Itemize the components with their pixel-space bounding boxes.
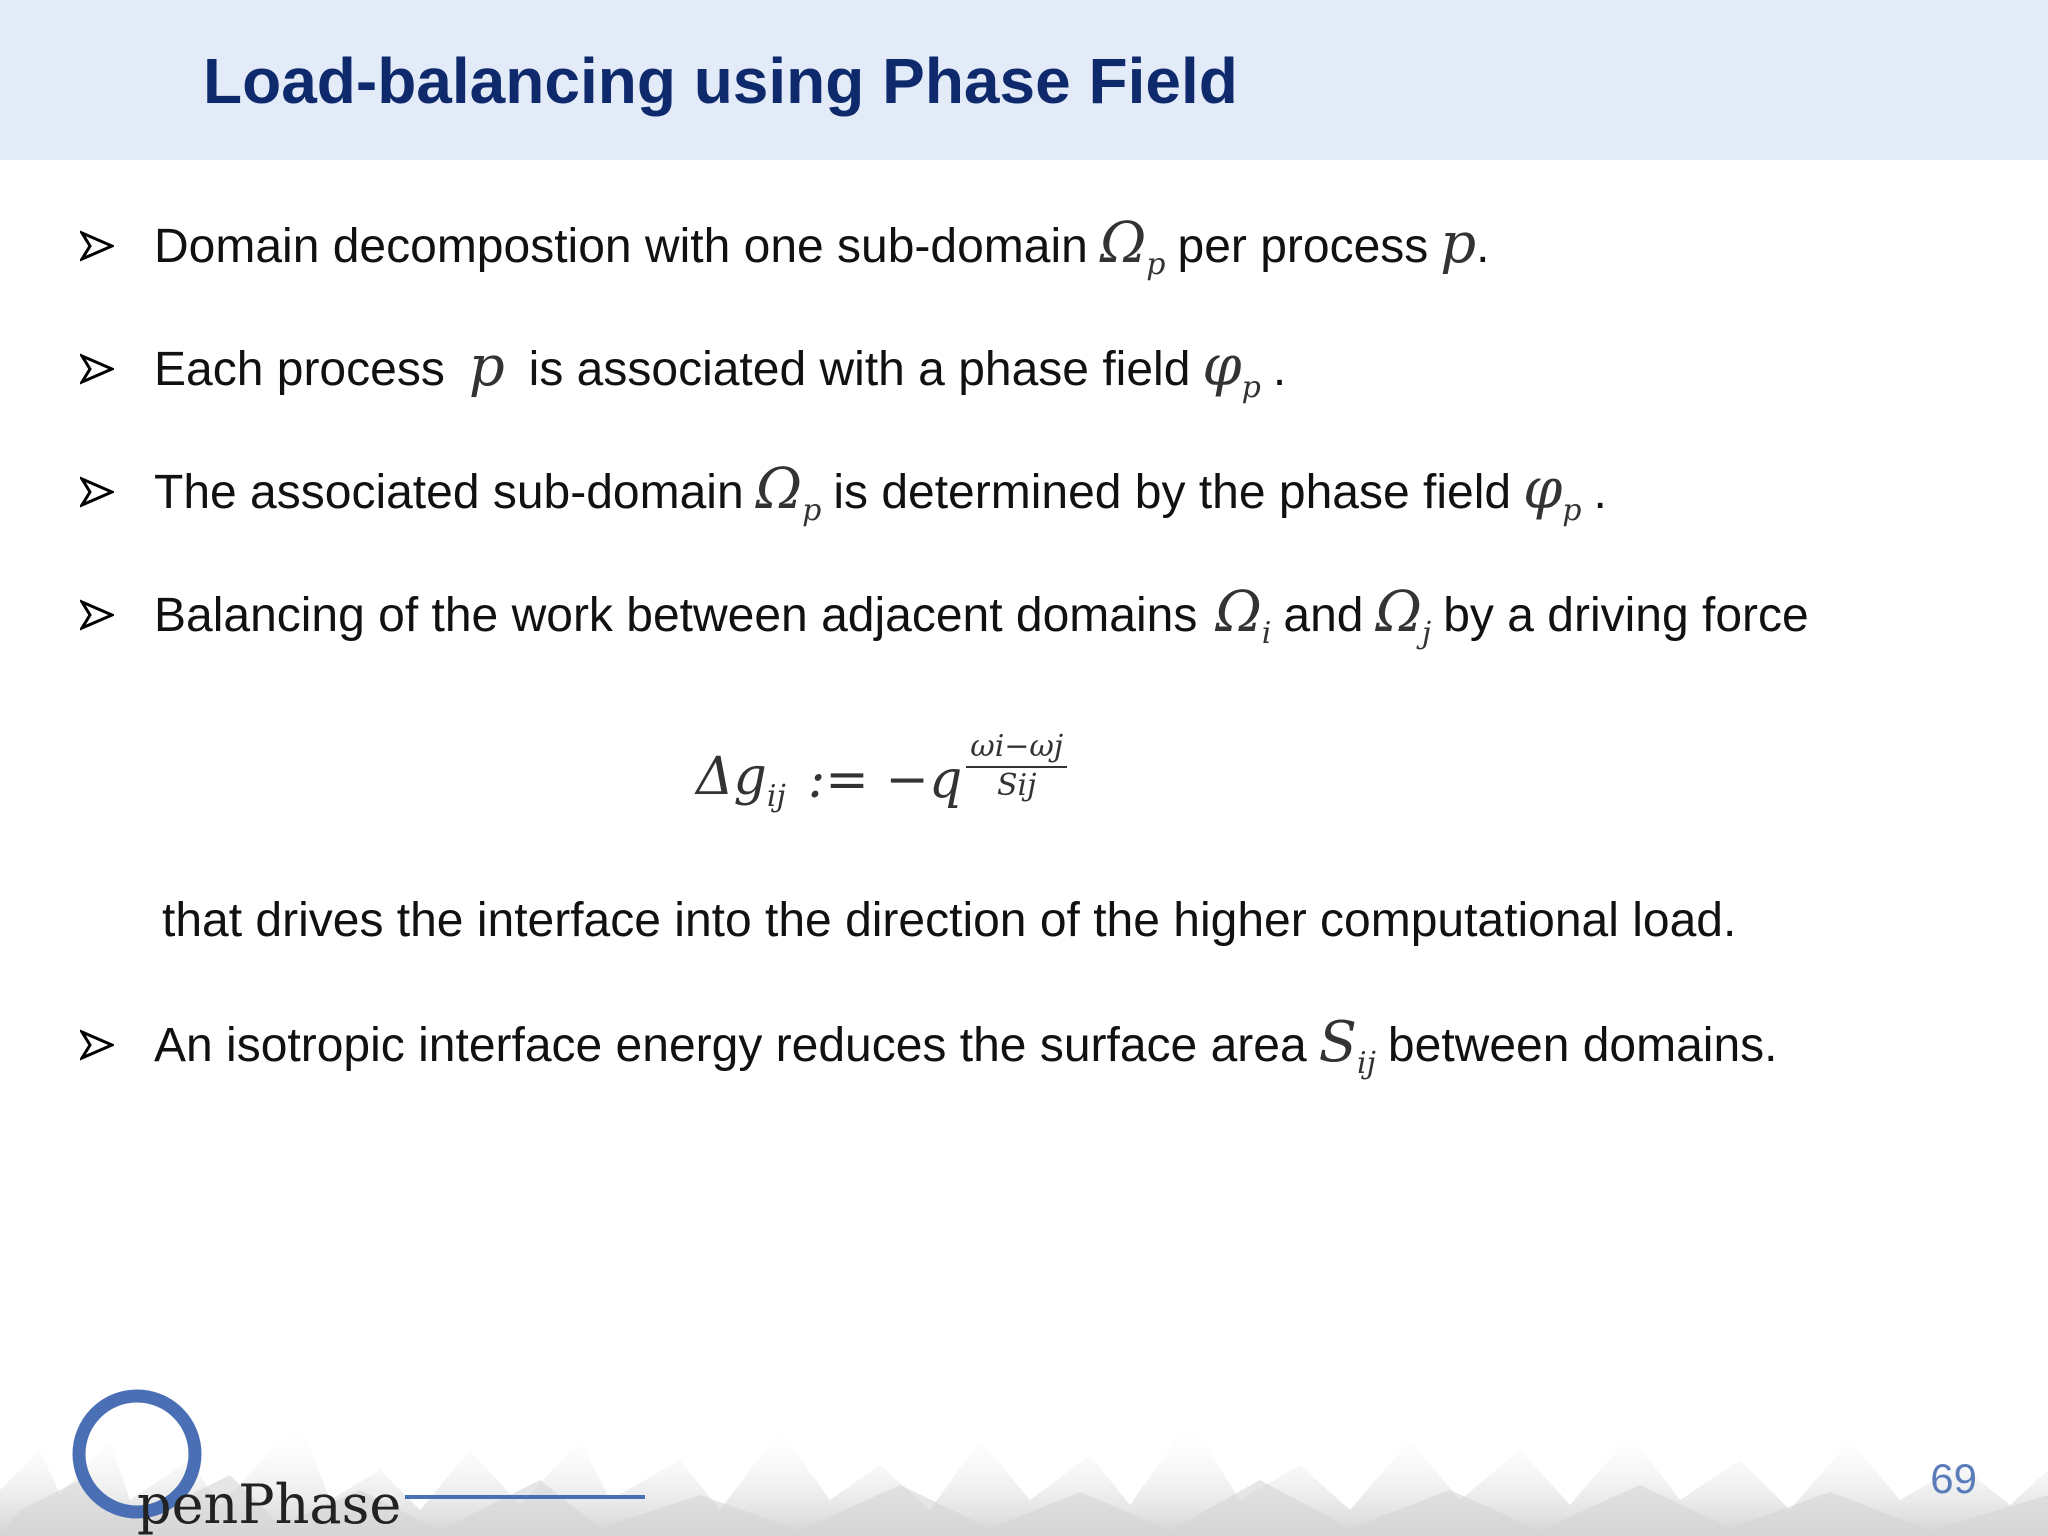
phi-symbol: $\varphi_p$	[1202, 333, 1261, 405]
bullet-text: The associated sub-domain	[154, 465, 744, 519]
bullet-text: .	[1272, 342, 1287, 396]
bullet-item	[80, 333, 1287, 405]
omega-symbol: $\Omega_p$	[1099, 210, 1166, 282]
bullet-text: by a driving force	[1443, 588, 1809, 642]
bullet-text: Domain decompostion with one sub-domain	[154, 219, 1088, 273]
bullet-item	[80, 1009, 1778, 1081]
arrow-bullet-icon	[80, 1028, 114, 1062]
arrow-bullet-icon	[80, 598, 114, 632]
bullet-item	[80, 579, 1809, 651]
slide-title: Load-balancing using Phase Field	[203, 45, 1238, 117]
bullet-text: .	[1476, 219, 1490, 273]
arrow-bullet-icon	[80, 229, 114, 263]
omega-symbol: $\Omega_p$	[755, 456, 822, 528]
arrow-bullet-icon	[80, 475, 114, 509]
page-number: 69	[1930, 1455, 1977, 1502]
equation-exponent: $\frac{\omega i-\omega j}{\text{Sij}}$	[966, 729, 1067, 803]
math-variable: p	[1440, 210, 1477, 276]
bullet-text: per process	[1177, 219, 1429, 273]
driving-force-equation	[696, 725, 1067, 835]
arrow-bullet-icon	[80, 352, 114, 386]
equation-operator: := −q	[807, 750, 963, 810]
phi-symbol: $\varphi_p$	[1523, 456, 1582, 528]
bullet-text: Each process	[154, 342, 445, 396]
omega-symbol: $\Omega_j$	[1375, 579, 1432, 651]
svg-text:penPhase: penPhase	[137, 1473, 402, 1536]
surface-area-symbol: $S_{ij}$	[1318, 1009, 1376, 1081]
bullet-text: An isotropic interface energy reduces the surface area	[154, 1018, 1307, 1072]
bullet-text: between domains.	[1387, 1018, 1778, 1072]
math-variable: p	[468, 333, 505, 399]
bullet-item	[80, 456, 1607, 528]
bullet-text: is associated with a phase field	[528, 342, 1191, 396]
continuation-text: that drives the interface into the direction of the higher computational load.	[162, 894, 1737, 947]
bullet-text: is determined by the phase field	[833, 465, 1512, 519]
bullet-text: Balancing of the work between adjacent domains	[154, 588, 1198, 642]
equation-lhs: $\Delta g_{ij}$	[696, 746, 786, 814]
bullet-item	[80, 210, 1490, 282]
bullet-text: .	[1593, 465, 1607, 519]
omega-symbol: $\Omega_i$	[1215, 579, 1272, 651]
openphase-logo	[65, 1388, 665, 1536]
bullet-text: and	[1283, 588, 1364, 642]
